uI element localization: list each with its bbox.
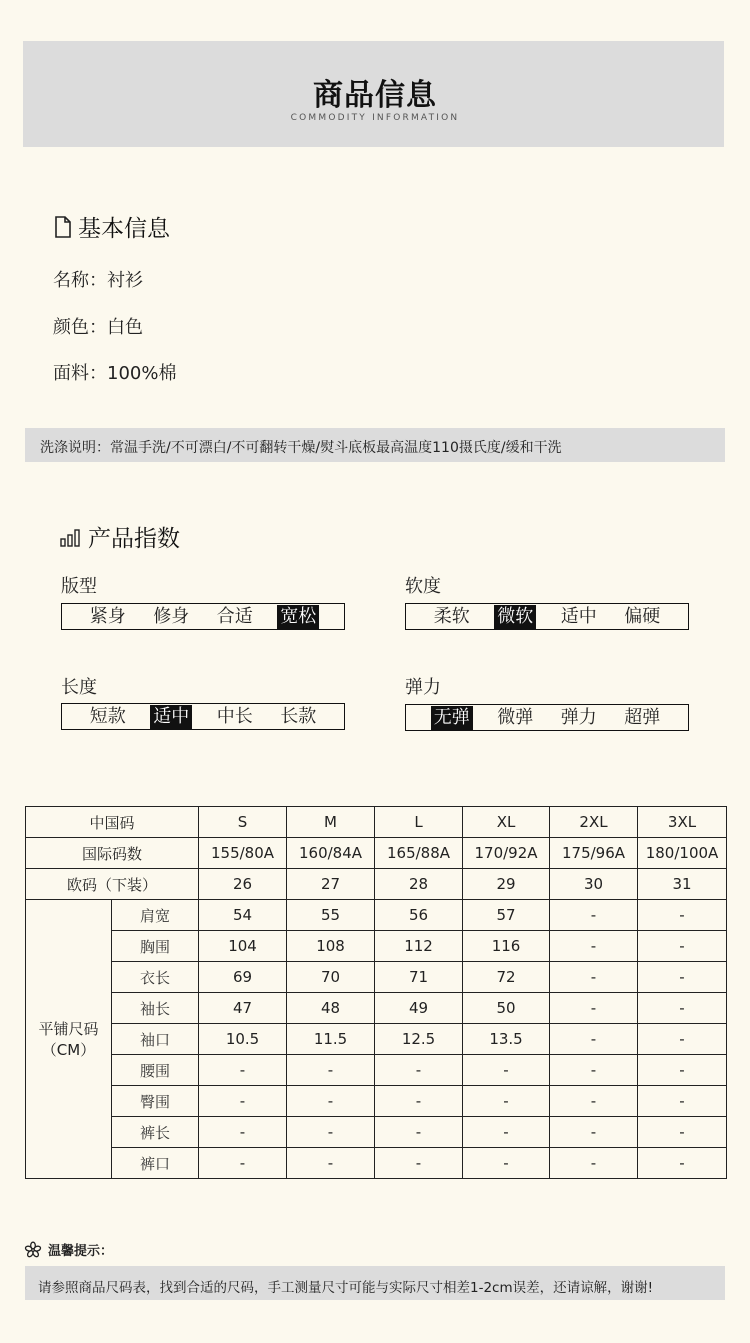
tip-label: 温馨提示： [48, 1244, 114, 1259]
measure-cell: 11.5 [287, 1024, 375, 1055]
fit-option: 合适 [216, 605, 253, 627]
measure-cell: - [375, 1055, 463, 1086]
measure-cell: - [550, 931, 638, 962]
length-option: 短款 [89, 705, 126, 727]
measure-cell: - [463, 1055, 550, 1086]
measure-cell: - [287, 1086, 375, 1117]
softness-option: 适中 [560, 605, 597, 627]
size-cell: 3XL [638, 807, 727, 838]
length-option: 适中 [150, 705, 192, 729]
measure-name: 衣长 [112, 962, 199, 993]
intl-cell: 180/100A [638, 838, 727, 869]
length-label: 长度 [61, 677, 97, 698]
measure-name: 裤长 [112, 1117, 199, 1148]
measure-cell: 69 [199, 962, 287, 993]
table-row [26, 838, 727, 869]
length-option: 长款 [280, 705, 317, 727]
measure-name: 袖长 [112, 993, 199, 1024]
bar-chart-icon [60, 527, 82, 547]
measure-cell: 49 [375, 993, 463, 1024]
table-row [26, 1024, 727, 1055]
intl-cell: 160/84A [287, 838, 375, 869]
measure-cell: 47 [199, 993, 287, 1024]
table-row [26, 962, 727, 993]
measure-cell: 70 [287, 962, 375, 993]
elasticity-option: 无弹 [431, 706, 473, 730]
basic-info-title: 基本信息 [78, 216, 170, 242]
measure-cell: - [550, 900, 638, 931]
size-cell: L [375, 807, 463, 838]
softness-label: 软度 [405, 576, 441, 597]
measure-cell: - [638, 1024, 727, 1055]
measure-cell: - [638, 1117, 727, 1148]
table-row [26, 1148, 727, 1179]
measure-cell: - [638, 962, 727, 993]
table-row [26, 993, 727, 1024]
softness-scale [405, 603, 689, 630]
intl-cell: 175/96A [550, 838, 638, 869]
measure-cell: 13.5 [463, 1024, 550, 1055]
softness-option: 柔软 [433, 605, 470, 627]
size-cell: M [287, 807, 375, 838]
elasticity-option: 微弹 [497, 706, 534, 728]
product-index-heading [60, 520, 180, 553]
measure-cell: 10.5 [199, 1024, 287, 1055]
measure-cell: - [550, 1117, 638, 1148]
measure-cell: 57 [463, 900, 550, 931]
measure-cell: - [199, 1148, 287, 1179]
measure-cell: 104 [199, 931, 287, 962]
measure-cell: - [375, 1086, 463, 1117]
product-index-title: 产品指数 [88, 526, 180, 552]
measure-cell: - [199, 1086, 287, 1117]
measure-cell: - [199, 1117, 287, 1148]
flat-size-unit: （CM） [41, 1041, 96, 1059]
elasticity-option: 超弹 [624, 706, 661, 728]
measure-cell: - [550, 1148, 638, 1179]
measure-cell: - [463, 1117, 550, 1148]
table-row [26, 931, 727, 962]
measure-cell: 108 [287, 931, 375, 962]
measure-cell: - [287, 1117, 375, 1148]
table-row [26, 869, 727, 900]
softness-option: 偏硬 [624, 605, 661, 627]
measure-cell: - [375, 1117, 463, 1148]
eu-size-label: 欧码（下装） [26, 869, 199, 900]
length-option: 中长 [216, 705, 253, 727]
measure-name: 袖口 [112, 1024, 199, 1055]
flower-icon [24, 1241, 42, 1259]
color-line: 颜色：白色 [53, 317, 143, 338]
size-cell: XL [463, 807, 550, 838]
name-line: 名称：衬衫 [53, 270, 143, 291]
table-row [26, 900, 727, 931]
measure-name: 臀围 [112, 1086, 199, 1117]
softness-option: 微软 [494, 605, 536, 629]
measure-cell: 48 [287, 993, 375, 1024]
elasticity-option: 弹力 [560, 706, 597, 728]
table-row [26, 1086, 727, 1117]
measure-cell: 71 [375, 962, 463, 993]
measure-cell: 12.5 [375, 1024, 463, 1055]
measure-cell: 72 [463, 962, 550, 993]
measure-cell: 50 [463, 993, 550, 1024]
measure-cell: - [638, 1055, 727, 1086]
measure-cell: - [287, 1055, 375, 1086]
flat-size-label [26, 900, 112, 1179]
measure-cell: - [199, 1055, 287, 1086]
tip-heading [24, 1240, 113, 1259]
eu-cell: 27 [287, 869, 375, 900]
measure-cell: - [375, 1148, 463, 1179]
measure-cell: - [550, 1086, 638, 1117]
elasticity-label: 弹力 [405, 677, 441, 698]
measure-cell: - [638, 900, 727, 931]
elasticity-scale [405, 704, 689, 731]
measure-cell: 55 [287, 900, 375, 931]
measure-cell: - [638, 1086, 727, 1117]
measure-cell: 116 [463, 931, 550, 962]
table-row [26, 807, 727, 838]
document-icon [54, 216, 72, 238]
length-scale [61, 703, 345, 730]
wash-instructions: 洗涤说明：常温手洗/不可漂白/不可翻转干燥/熨斗底板最高温度110摄氏度/缓和干洗 [40, 440, 562, 456]
page-subtitle: COMMODITY INFORMATION [290, 113, 460, 123]
eu-cell: 31 [638, 869, 727, 900]
fit-option: 紧身 [89, 605, 126, 627]
measure-cell: - [550, 1055, 638, 1086]
eu-cell: 26 [199, 869, 287, 900]
measure-cell: - [550, 962, 638, 993]
intl-cell: 155/80A [199, 838, 287, 869]
measure-cell: - [550, 1024, 638, 1055]
measure-cell: - [638, 1148, 727, 1179]
table-row [26, 1117, 727, 1148]
table-row [26, 1055, 727, 1086]
tip-text: 请参照商品尺码表，找到合适的尺码，手工测量尺寸可能与实际尺寸相差1-2cm误差，还请谅解，谢谢! [38, 1280, 654, 1296]
flat-size-title: 平铺尺码 [38, 1020, 99, 1038]
measure-cell: - [638, 993, 727, 1024]
intl-cell: 170/92A [463, 838, 550, 869]
fit-option: 修身 [153, 605, 190, 627]
fit-label: 版型 [61, 576, 97, 597]
measure-cell: - [287, 1148, 375, 1179]
measure-name: 裤口 [112, 1148, 199, 1179]
eu-cell: 29 [463, 869, 550, 900]
eu-cell: 30 [550, 869, 638, 900]
measure-cell: 56 [375, 900, 463, 931]
measure-cell: - [463, 1148, 550, 1179]
measure-name: 肩宽 [112, 900, 199, 931]
cn-size-label: 中国码 [26, 807, 199, 838]
eu-cell: 28 [375, 869, 463, 900]
measure-cell: - [638, 931, 727, 962]
measure-cell: - [550, 993, 638, 1024]
fit-scale [61, 603, 345, 630]
size-cell: S [199, 807, 287, 838]
intl-size-label: 国际码数 [26, 838, 199, 869]
size-cell: 2XL [550, 807, 638, 838]
basic-info-heading [54, 210, 170, 243]
fit-option: 宽松 [277, 605, 319, 629]
measure-cell: - [463, 1086, 550, 1117]
measure-name: 腰围 [112, 1055, 199, 1086]
fabric-line: 面料：100%棉 [53, 363, 177, 384]
measure-cell: 112 [375, 931, 463, 962]
size-table [25, 806, 727, 1179]
measure-cell: 54 [199, 900, 287, 931]
intl-cell: 165/88A [375, 838, 463, 869]
measure-name: 胸围 [112, 931, 199, 962]
page-title: 商品信息 [313, 78, 437, 113]
